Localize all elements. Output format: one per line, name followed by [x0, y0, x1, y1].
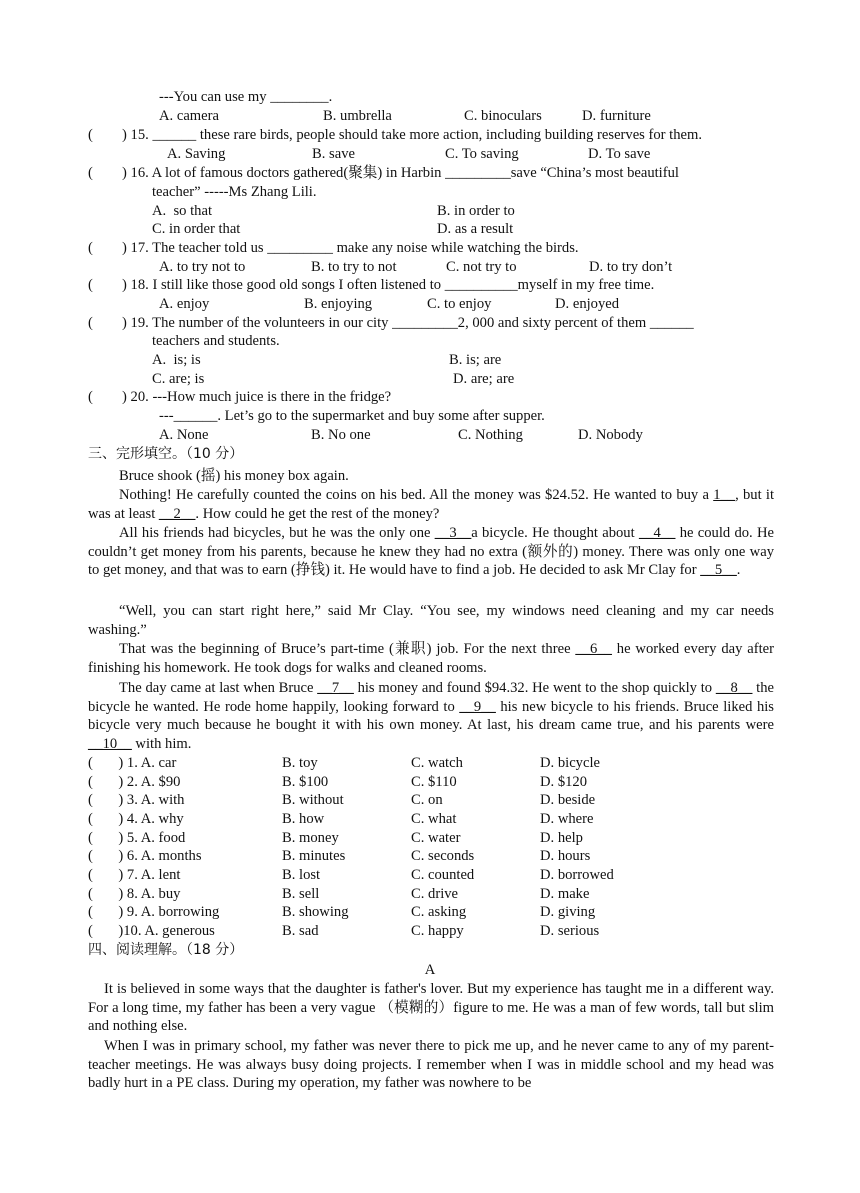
reading-paragraph-2: When I was in primary school, my father was never there to pick me up, and he never came to any of my parent-teacher meetings. He was always busy doing projects. I remember when I was in middle school and my head was badly hurt in a PE class. During my operation, my father was nowhere to be	[88, 1038, 774, 1092]
cloze-option-d: D. help	[540, 830, 583, 846]
option-c: C. are; is	[152, 371, 205, 387]
option-b: B. umbrella	[323, 108, 392, 124]
blank-2: __2__	[158, 505, 196, 522]
cloze-option-d: D. serious	[540, 923, 600, 939]
cloze-option-d: D. bicycle	[540, 755, 600, 771]
option-c: C. to enjoy	[427, 296, 492, 312]
cloze-option-row: ( ) 9. A. borrowing	[88, 904, 220, 920]
cloze-option-d: D. giving	[540, 904, 596, 920]
option-a: A. None	[159, 427, 209, 443]
cloze-option-c: C. water	[411, 830, 461, 846]
cloze-option-c: C. what	[411, 811, 457, 827]
cloze-option-c: C. on	[411, 792, 443, 808]
cloze-option-d: D. where	[540, 811, 594, 827]
cloze-option-b: B. lost	[282, 867, 321, 883]
cloze-option-b: B. $100	[282, 774, 329, 790]
cloze-option-c: C. drive	[411, 886, 459, 902]
question-15-stem: ( ) 15. ______ these rare birds, people should take more action, including building reserves for them.	[88, 127, 702, 143]
blank-3: __3__	[434, 525, 472, 541]
option-d: D. to try don’t	[589, 259, 673, 275]
option-a: A. Saving	[167, 146, 226, 162]
option-b: B. in order to	[437, 203, 515, 219]
cloze-option-b: B. minutes	[282, 848, 346, 864]
option-d: D. furniture	[582, 108, 651, 124]
cloze-option-c: C. asking	[411, 904, 467, 920]
option-b: B. is; are	[449, 352, 502, 368]
blank-7: __7__	[317, 680, 354, 696]
option-a: A. to try not to	[159, 259, 246, 275]
cloze-option-row: ( ) 3. A. with	[88, 792, 185, 808]
cloze-option-c: C. $110	[411, 774, 457, 790]
blank-9: __9__	[459, 698, 496, 715]
cloze-option-c: C. counted	[411, 867, 475, 883]
question-16-stem: ( ) 16. A lot of famous doctors gathered(聚集) in Harbin _________save “China’s most beautiful	[88, 165, 679, 181]
option-d: D. are; are	[453, 371, 515, 387]
cloze-paragraph-6: The day came at last when Bruce __7__ his money and found $94.32. He went to the shop quickly to __8__ the bicycle he wanted. He rode home happily, looking forward to __9__ his new bicycle to his friends. Bruce liked his bicycle very much because he bought it with his own money. At last, his dream came true, and his parents were __10__ with him.	[88, 680, 775, 753]
cloze-option-row: ( ) 5. A. food	[88, 830, 186, 846]
cloze-option-row: ( )10. A. generous	[88, 923, 215, 939]
cloze-option-d: D. hours	[540, 848, 591, 864]
blank-6: __6__	[575, 641, 612, 657]
cloze-option-c: C. watch	[411, 755, 463, 771]
option-d: D. Nobody	[578, 427, 643, 443]
option-b: B. to try to not	[311, 259, 397, 275]
cloze-option-row: ( ) 7. A. lent	[88, 867, 181, 883]
cloze-paragraph-3: All his friends had bicycles, but he was the only one __3__a bicycle. He thought about __4__ he could do. He couldn’t get money from his parents, because he knew they had no extra (额外的) money. There was only one way to get money, and that was to earn (挣钱) it. He would have to find a job. He decided to ask Mr Clay for __5__.	[88, 525, 774, 579]
cloze-option-b: B. how	[282, 811, 325, 827]
question-14-stem: ---You can use my ________.	[159, 89, 333, 105]
option-c: C. Nothing	[458, 427, 523, 443]
cloze-option-d: D. $120	[540, 774, 588, 790]
cloze-option-b: B. showing	[282, 904, 349, 920]
cloze-paragraph-2: Nothing! He carefully counted the coins on his bed. All the money was $24.52. He wanted to buy a 1__, but it was at least __2__. How could he get the rest of the money?	[88, 487, 774, 522]
cloze-option-c: C. happy	[411, 923, 464, 939]
cloze-option-row: ( ) 2. A. $90	[88, 774, 181, 790]
cloze-option-d: D. beside	[540, 792, 596, 808]
question-17-stem: ( ) 17. The teacher told us _________ make any noise while watching the birds.	[88, 240, 579, 256]
passage-label: A	[424, 962, 436, 978]
cloze-paragraph-4: “Well, you can start right here,” said Mr Clay. “You see, my windows need cleaning and my car needs washing.”	[88, 603, 774, 638]
question-19-stem-cont: teachers and students.	[152, 333, 280, 349]
cloze-option-b: B. money	[282, 830, 339, 846]
question-16-stem-cont: teacher” -----Ms Zhang Lili.	[152, 184, 317, 200]
option-d: D. as a result	[437, 221, 514, 237]
blank-1: 1__	[713, 487, 736, 503]
cloze-paragraph-1: Bruce shook (摇) his money box again.	[119, 468, 349, 484]
option-c: C. in order that	[152, 221, 241, 237]
option-a: A. is; is	[152, 352, 201, 368]
cloze-option-d: D. make	[540, 886, 590, 902]
question-18-stem: ( ) 18. I still like those good old songs I often listened to __________myself in my free time.	[88, 277, 655, 293]
blank-10: __10__	[88, 736, 132, 753]
cloze-option-d: D. borrowed	[540, 867, 614, 883]
cloze-option-row: ( ) 4. A. why	[88, 811, 184, 827]
blank-4: __4__	[638, 525, 676, 541]
option-a: A. so that	[152, 203, 212, 219]
option-c: C. To saving	[445, 146, 519, 162]
cloze-option-b: B. toy	[282, 755, 318, 771]
reading-paragraph-1: It is believed in some ways that the daughter is father's lover. But my experience has taught me in a different way. For a long time, my father has been a very vague （模糊的）figure to me. He was a man of few words, tall but slim and nothing else.	[88, 981, 774, 1035]
option-c: C. not try to	[446, 259, 517, 275]
cloze-option-c: C. seconds	[411, 848, 475, 864]
section-3-header: 三、完形填空。（10 分）	[88, 446, 244, 462]
question-20-stem: ( ) 20. ---How much juice is there in the fridge?	[88, 389, 392, 405]
cloze-option-row: ( ) 1. A. car	[88, 755, 177, 771]
cloze-paragraph-5: That was the beginning of Bruce’s part-time (兼职) job. For the next three __6__ he worked every day after finishing his homework. He took dogs for walks and cleaned rooms.	[88, 641, 774, 676]
cloze-option-row: ( ) 8. A. buy	[88, 886, 181, 902]
option-b: B. save	[312, 146, 355, 162]
option-c: C. binoculars	[464, 108, 542, 124]
option-a: A. camera	[159, 108, 219, 124]
option-b: B. enjoying	[304, 296, 373, 312]
option-a: A. enjoy	[159, 296, 210, 312]
option-d: D. To save	[588, 146, 651, 162]
blank-5: __5__	[700, 562, 737, 579]
cloze-option-b: B. sad	[282, 923, 319, 939]
cloze-option-row: ( ) 6. A. months	[88, 848, 202, 864]
question-20-stem-cont: ---______. Let’s go to the supermarket and buy some after supper.	[159, 408, 545, 424]
option-b: B. No one	[311, 427, 371, 443]
question-19-stem: ( ) 19. The number of the volunteers in our city _________2, 000 and sixty percent of them ______	[88, 315, 694, 331]
option-d: D. enjoyed	[555, 296, 620, 312]
cloze-option-b: B. without	[282, 792, 344, 808]
section-4-header: 四、阅读理解。（18 分）	[88, 942, 244, 958]
blank-8: __8__	[715, 680, 753, 696]
cloze-option-b: B. sell	[282, 886, 320, 902]
